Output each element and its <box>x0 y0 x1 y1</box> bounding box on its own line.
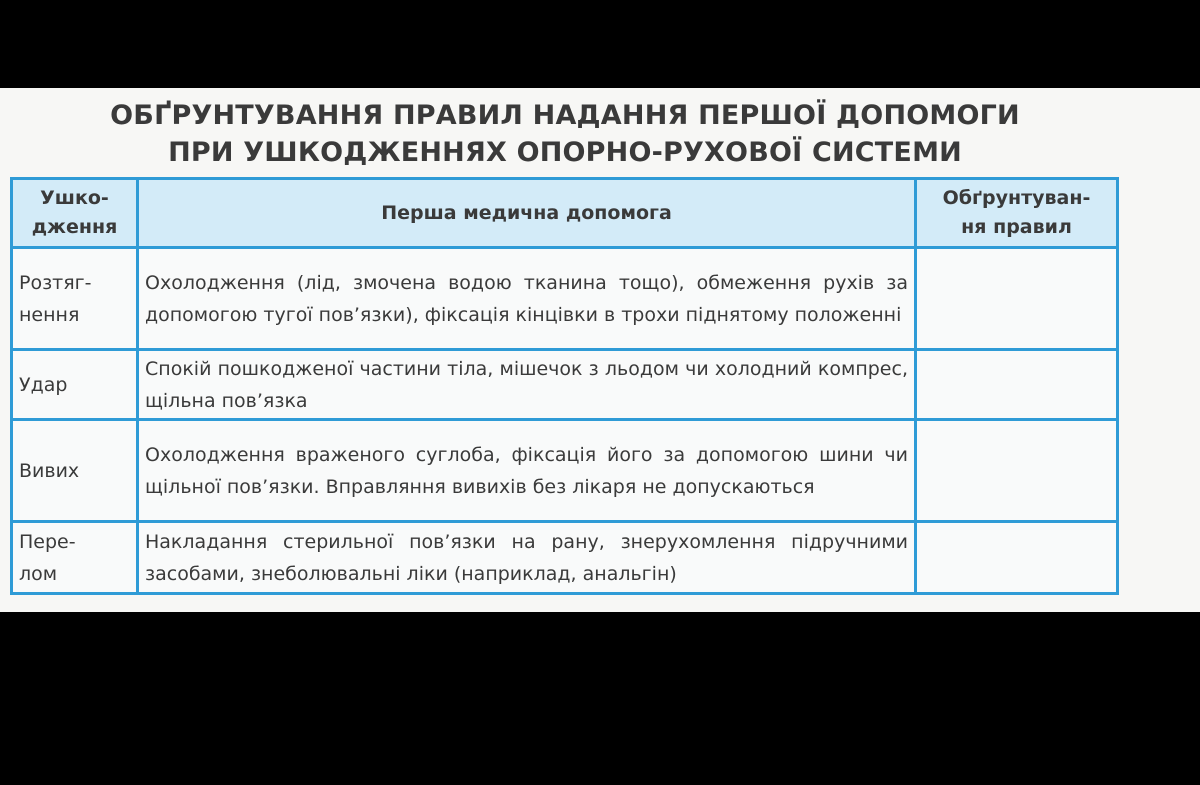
cell-aid: Охолодження (лід, змочена водою тканина тощо), обмеження рухів за допомогою тугої пов’язки), фіксація кінцівки в трохи піднятому положенні <box>138 248 916 350</box>
first-aid-table <box>10 177 1119 595</box>
cell-justification <box>916 248 1118 350</box>
cell-injury: Пере- лом <box>12 522 138 594</box>
cropped-text-top <box>0 88 1200 96</box>
table-row <box>12 522 1118 594</box>
table-row <box>12 350 1118 420</box>
page-title-line-2: ПРИ УШКОДЖЕННЯХ ОПОРНО-РУХОВОЇ СИСТЕМИ <box>168 137 962 168</box>
cell-injury: Розтяг- нення <box>12 248 138 350</box>
table-row <box>12 248 1118 350</box>
document-page <box>0 88 1200 612</box>
table-header-row <box>12 179 1118 248</box>
cell-justification <box>916 420 1118 522</box>
cell-injury: Вивих <box>12 420 138 522</box>
page-title-line-1: ОБҐРУНТУВАННЯ ПРАВИЛ НАДАННЯ ПЕРШОЇ ДОПОМОГИ <box>110 100 1020 131</box>
cell-justification <box>916 350 1118 420</box>
header-justification: Обґрунтуван- ня правил <box>916 179 1118 248</box>
cell-aid: Спокій пошкодженої частини тіла, мішечок з льодом чи холодний компрес, щільна пов’язка <box>138 350 916 420</box>
cell-aid: Накладання стерильної пов’язки на рану, знерухомлення підручними засобами, знеболювальні ліки (наприклад, анальгін) <box>138 522 916 594</box>
header-aid: Перша медична допомога <box>138 179 916 248</box>
header-injury: Ушко- дження <box>12 179 138 248</box>
cropped-text-bottom <box>10 606 310 612</box>
cell-injury: Удар <box>12 350 138 420</box>
cell-justification <box>916 522 1118 594</box>
table-row <box>12 420 1118 522</box>
cell-aid: Охолодження враженого суглоба, фіксація його за допомогою шини чи щільної пов’язки. Вправляння вивихів без лікаря не допускаються <box>138 420 916 522</box>
